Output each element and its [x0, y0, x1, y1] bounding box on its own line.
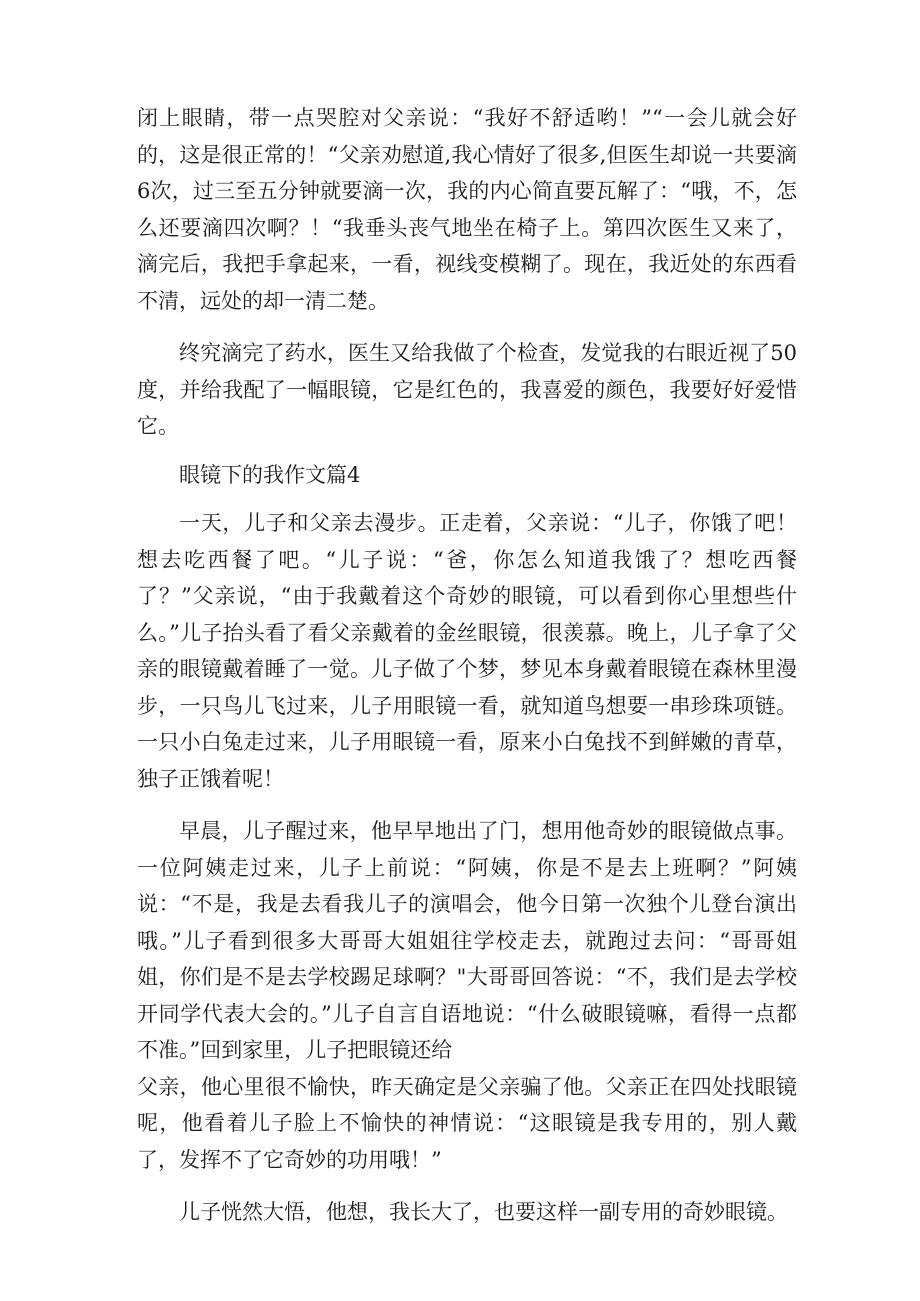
- paragraph-glasses-fitting: 终究滴完了药水，医生又给我做了个检查，发觉我的右眼近视了50度，并给我配了一幅眼镜，它是红色的，我喜爱的颜色，我要好好爱惜它。: [137, 341, 797, 438]
- paragraph-eye-drops: 闭上眼睛，带一点哭腔对父亲说：“我好不舒适哟！”“一会儿就会好的，这是很正常的！“父亲劝慰道,我心情好了很多,但医生却说一共要滴6次，过三至五分钟就要滴一次，我的内心简直要瓦解了：“哦，不，怎么还要滴四次啊？！“我垂头丧气地坐在椅子上。第四次医生又来了，滴完后，我把手拿起来，一看，视线变模糊了。现在，我近处的东西看不清，远处的却一清二楚。: [137, 106, 797, 313]
- paragraph-father-son-walk: 一天，儿子和父亲去漫步。正走着，父亲说：“儿子，你饿了吧！想去吃西餐了吧。“儿子说：“爸，你怎么知道我饿了？想吃西餐了？”父亲说，“由于我戴着这个奇妙的眼镜，可以看到你心里想些什么。”儿子抬头看了看父亲戴着的金丝眼镜，很羡慕。晚上，儿子拿了父亲的眼镜戴着睡了一觉。儿子做了个梦，梦见本身戴着眼镜在森林里漫步，一只鸟儿飞过来，儿子用眼镜一看，就知道鸟想要一串珍珠项链。一只小白兔走过来，儿子用眼镜一看，原来小白兔找不到鲜嫩的青草，独子正饿着呢！: [137, 511, 797, 791]
- section-heading: 眼镜下的我作文篇4: [179, 462, 361, 487]
- paragraph-conclusion: 儿子恍然大悟，他想，我长大了，也要这样一副专用的奇妙眼镜。: [179, 1200, 788, 1224]
- paragraph-morning-test: 早晨，儿子醒过来，他早早地出了门，想用他奇妙的眼镜做点事。一位阿姨走过来，儿子上前说：“阿姨，你是不是去上班啊？”阿姨说：“不是，我是去看我儿子的演唱会，他今日第一次独个儿登台演出哦。”儿子看到很多大哥哥大姐姐往学校走去，就跑过去问：“哥哥姐姐，你们是不是去学校踢足球啊？"大哥哥回答说：“不，我们是去学校开同学代表大会的。”儿子自言自语地说：“什么破眼镜嘛，看得一点都不准。”回到家里，儿子把眼镜还给: [137, 819, 797, 1062]
- document-page: [137, 100, 797, 1231]
- paragraph-return-glasses: 父亲，他心里很不愉快，昨天确定是父亲骗了他。父亲正在四处找眼镜呢，他看着儿子脸上不愉快的神情说：“这眼镜是我专用的，别人戴了，发挥不了它奇妙的功用哦！”: [137, 1074, 797, 1172]
